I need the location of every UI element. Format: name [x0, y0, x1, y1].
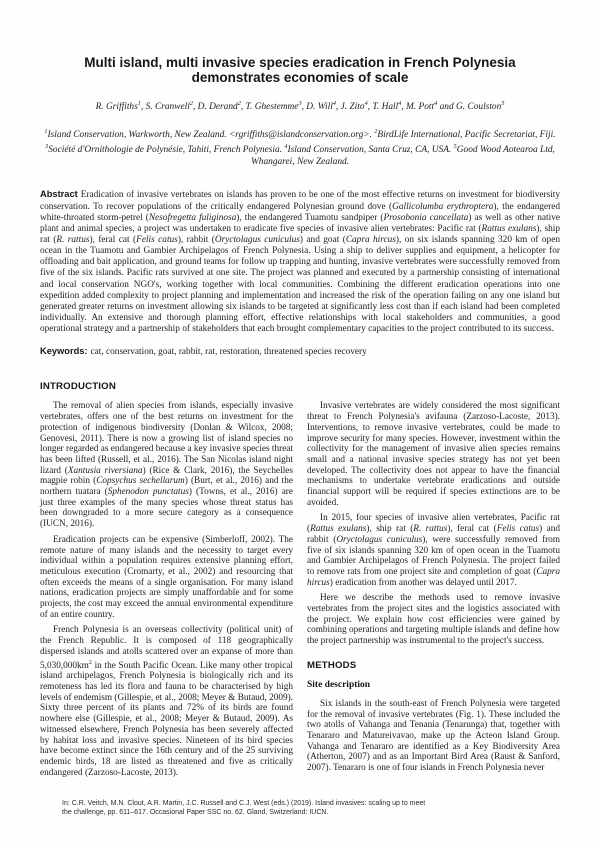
two-column-body: [40, 381, 560, 783]
site-description-paragraph: Six islands in the south-east of French Polynesia were targeted for the removal of invasive vertebrates (Fig. 1). These included the two atolls of Vahanga and Tenania (Tenarunga) that, together with Tenararo and Matureivavao, make up the Acteon Island Group. Vahanga and Tenararo are identified as a Key Biodiversity Area (Atherton, 2007) and as an Important Bird Area (Raust & Sanford, 2007). Tenararo is one of four islands in French Polynesia never: [307, 698, 560, 774]
right-paragraph-1: Invasive vertebrates are widely considered the most significant threat to French Polynesia's avifauna (Zarzoso-Lacoste, 2013). Interventions, to remove invasive vertebrates, could be made to improve security for many species. However, investment within the collectivity for the management of invasive alien species remains small and a national invasive species strategy has not yet been developed. The collectivity does not appear to have the financial mechanisms to undertake vertebrate eradications and outside financial support will be required if species extinctions are to be avoided.: [307, 401, 560, 508]
authors-line: R. Griffiths$^1$, S. Cranwell$^2$, D. Derand$^2$, T. Ghestemme$^3$, D. Will$^4$, J. Zito$^4$, T. Hall$^4$, M. Pott$^4$ and G. Coulston$^5$: [95, 100, 505, 113]
paper-title: Multi island, multi invasive species eradication in French Polynesia demonstrates economies of scale: [84, 55, 516, 85]
citation-footer: In: C.R. Veitch, M.N. Clout, A.R. Martin, J.C. Russell and C.J. West (eds.) (2019). Island invasives: scaling up to meet the challenge, pp. 611–617. Occasional Paper SSC no. 62. Gland, Switzerland: IUCN.: [62, 800, 426, 816]
introduction-heading: INTRODUCTION: [40, 381, 116, 393]
site-description-heading: Site description: [307, 679, 371, 690]
affiliations-block: $^1$Island Conservation, Warkworth, New Zealand. <rgriffiths@islandconservation.org>. $^2$BirdLife International, Pacific Secretariat, Fiji. $^3$Société d'Ornithologie de Polynésie, Tahiti, French Polynesia. $^4$Island Conservation, Santa Cruz, CA, USA. $^5$Good Wood Aotearoa Ltd, Whangarei, New Zealand.: [44, 128, 556, 168]
left-column: [40, 381, 293, 783]
intro-paragraph-2: Eradication projects can be expensive (Simberloff, 2002). The remote nature of many islands and the necessity to target every individual within a population requires extensive planning effort, meticulous execution (Cromarty, et al., 2002) and resourcing that often exceeds the means of a single organisation. For many island nations, eradication projects are simply unaffordable and for some projects, the cost may exceed the annual environmental expenditure of an entire country.: [40, 534, 293, 620]
intro-paragraph-3: French Polynesia is an overseas collectivity (political unit) of the French Republic. It is composed of 118 geographically dispersed islands and atolls scattered over an expanse of more than $5,030,000km^2$ in the South Pacific Ocean. Like many other tropical island archipelagos, French Polynesia is biologically rich and its remoteness has led its flora and fauna to be characterised by high levels of endemism (Gillespie, et al., 2008; Meyer & Butaud, 2009). Sixty three percent of its plants and 72% of its birds are found nowhere else (Gillespie, et al., 2008; Meyer & Butaud, 2009). As witnessed elsewhere, French Polynesia has been severely affected by habitat loss and invasive species. Nineteen of its bird species have become extinct since the 16th century and of the 25 surviving endemic birds, 18 are listed as threatened and five as critically endangered (Zarzoso-Lacoste, 2013).: [40, 625, 293, 778]
right-column: [307, 381, 560, 783]
keywords-text: cat, conservation, goat, rabbit, rat, restoration, threatened species recovery: [90, 347, 367, 358]
keywords-line: [40, 346, 560, 358]
intro-paragraph-1: The removal of alien species from islands, especially invasive vertebrates, offers one of the best returns on investment for the protection of indigenous biodiversity (Donlan & Wilcox, 2008; Genovesi, 2011). There is now a growing list of island species no longer regarded as endangered because a key invasive species threat has been lifted (Russell, et al., 2016). The San Nicolas island night lizard (Xantusia riversiana) (Rice & Clark, 2016), the Seychelles magpie robin (Copsychus sechellarum) (Burt, et al., 2016) and the northern tuatara (Sphenodon punctatus) (Towns, et al., 2016) are just three examples of the many species whose threat status has been downgraded to a more secure category as a consequence (IUCN, 2016).: [40, 401, 293, 530]
right-paragraph-3: Here we describe the methods used to remove invasive vertebrates from the project sites and the logistics associated with the project. We explain how cost efficiencies were gained by combining operations and targeting multiple islands and define how the project partnership was instrumental to the project's success.: [307, 593, 560, 647]
methods-heading: METHODS: [307, 659, 357, 671]
right-paragraph-2: In 2015, four species of invasive alien vertebrates, Pacific rat (Rattus exulans), ship rat (R. rattus), feral cat (Felis catus) and rabbit (Oryctolagus cuniculus), were successfully removed from five of six islands spanning 320 km of open ocean in the Tuamotu and Gambier Archipelagos of French Polynesia. The project failed to remove rats from one project site and completion of goat (Capra hircus) eradication from another was delayed until 2017.: [307, 513, 561, 588]
abstract-label: Abstract: [40, 189, 78, 200]
abstract-paragraph: [40, 189, 560, 335]
keywords-label: Keywords:: [40, 346, 88, 357]
abstract-text: Eradication of invasive vertebrates on islands has proven to be one of the most effective returns on investment for biodiversity conservation. To recover populations of the critically endangered Polynesian ground dove (Gallicolumba erythroptera), the endangered white-throated storm-petrel (Nesofregetta fuliginosa), the endangered Tuamotu sandpiper (Prosobonia cancellata) as well as other native plant and animal species, a project was undertaken to eradicate five species of invasive alien vertebrates: Pacific rat (Rattus exulans), ship rat (R. rattus), feral cat (Felis catus), rabbit (Oryctolagus cuniculus) and goat (Capra hircus), on six islands spanning 320 km of open ocean in the Tuamotu and Gambier Archipelagos of French Polynesia. Using a ship to deliver supplies and equipment, a helicopter for offloading and bait application, and ground teams for follow up trapping and hunting, invasive vertebrates were successfully removed from five of the six islands. Pacific rats survived at one site. The project was planned and executed by a partnership consisting of international and local conservation NGO's, working together with local communities. Combining the different eradication operations into one expedition added complexity to project planning and implementation and increased the risk of the operation failing on any one island but generated greater returns on investment allowing six islands to be targeted at significantly less cost than if each island had been completed individually. An extensive and thorough planning effort, effective relationships with local stakeholders and communities, a good operational strategy and a partnership of stakeholders that each brought complementary capacities to the project contributed to its success.: [40, 190, 560, 335]
